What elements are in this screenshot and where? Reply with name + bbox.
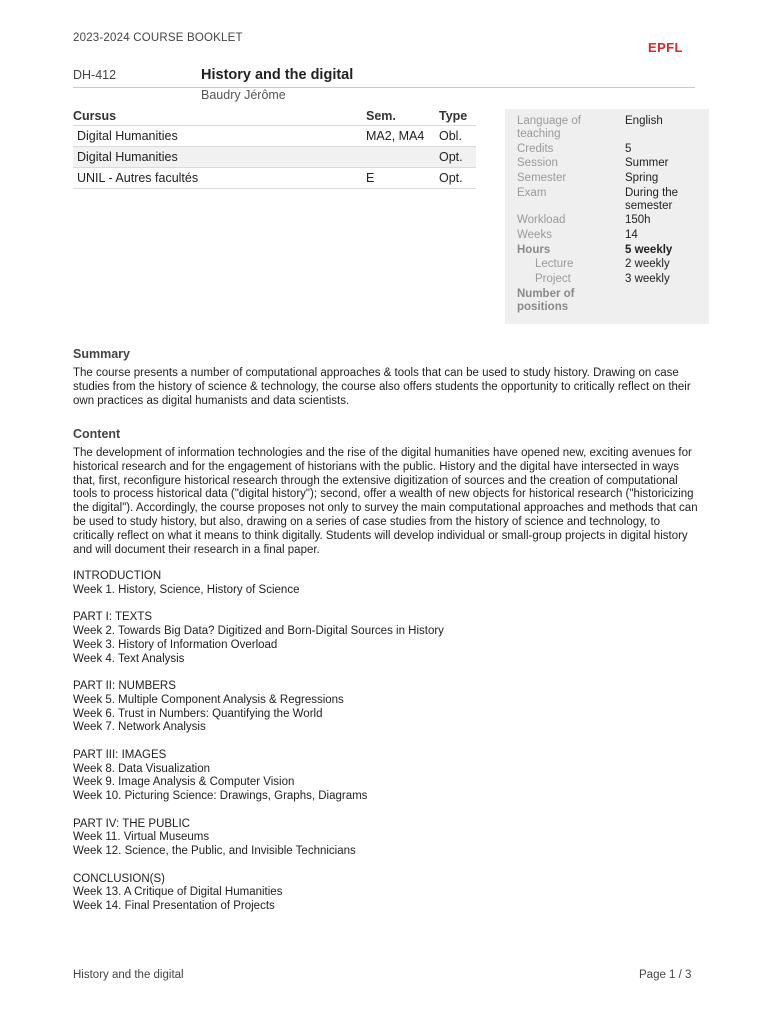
epfl-logo: EPFL [648,40,683,55]
info-label: Exam [517,187,547,199]
info-label: Number of positions [517,288,575,313]
teacher-name: Baudry Jérôme [201,88,286,102]
footer-course-title: History and the digital [73,969,184,981]
column-header-type: Type [439,109,468,123]
info-value: 14 [625,229,638,241]
outline-group [73,873,698,914]
outline-group-title: PART III: IMAGES [73,748,167,761]
summary-heading: Summary [73,347,130,361]
info-value: 5 [625,143,632,155]
outline-item: Week 4. Text Analysis [73,652,185,665]
info-label: Session [517,157,558,169]
info-value: English [625,115,663,127]
outline-group-title: PART I: TEXTS [73,611,153,624]
summary-text: The course presents a number of computational approaches & tools that can be used to study history. Drawing on case studies from the history of science & technology, the course also offers students the opportunity to critically reflect on their own practices as digital humanists and data scientists. [73,367,691,407]
outline-group [73,749,698,804]
info-label: Semester [517,172,567,184]
cursus-cell: UNIL - Autres facultés [73,168,366,189]
page-number: Page 1 / 3 [639,969,692,981]
cursus-table [73,107,476,189]
outline-item: Week 6. Trust in Numbers: Quantifying the World [73,707,323,720]
outline-item: Week 13. A Critique of Digital Humanities [73,886,283,899]
type-cell: Obl. [439,126,476,147]
outline-item: Week 10. Picturing Science: Drawings, Graphs, Diagrams [73,790,368,803]
info-label: Project [535,273,571,285]
outline-item: Week 14. Final Presentation of Projects [73,900,275,913]
outline-group [73,611,698,666]
content-text: The development of information technologies and the rise of the digital humanities have opened new, exciting avenues for historical research and for the engagement of historians with the public. History and the digital have intersected in ways that, first, reconfigure historical research through the extensive digitization of sources and the creation of computational tools to process historical data ("digital history"); second, offer a wealth of new objects for historical research ("historicizing the digital"). Accordingly, the course proposes not only to survey the main computational approaches and methods that can be used to study history, but also, drawing on a series of case studies from the history of science and technology, to critically reflect on what it means to think digitally. Students will develop individual or small-group projects in digital history and will document their research in a final paper. [73,447,698,556]
content-section [73,427,698,557]
info-value: Spring [625,172,659,184]
outline-group-title: CONCLUSION(S) [73,872,166,885]
info-label: Hours [517,244,551,256]
column-header-sem: Sem. [366,109,396,123]
outline-group [73,570,698,598]
info-label: Credits [517,143,554,155]
info-label: Lecture [535,258,574,270]
sem-cell: MA2, MA4 [366,126,439,147]
info-label: Weeks [517,229,552,241]
outline-item: Week 3. History of Information Overload [73,638,278,651]
outline-group-title: INTRODUCTION [73,570,162,582]
type-cell: Opt. [439,147,476,168]
column-header-cursus: Cursus [73,109,117,123]
table-row [73,147,476,168]
type-cell: Opt. [439,168,476,189]
table-row [73,168,476,189]
outline-item: Week 5. Multiple Component Analysis & Regressions [73,693,344,706]
outline-group-title: PART II: NUMBERS [73,679,176,692]
sem-cell [366,147,439,168]
outline-group [73,818,698,859]
table-header-row [73,107,476,126]
outline-item: Week 2. Towards Big Data? Digitized and Born-Digital Sources in History [73,624,444,637]
info-value: Summer [625,157,669,169]
outline-item: Week 8. Data Visualization [73,762,211,775]
booklet-title: 2023-2024 COURSE BOOKLET [73,32,243,44]
outline-item: Week 12. Science, the Public, and Invisible Technicians [73,845,356,858]
course-outline [73,570,698,928]
course-info-box [505,109,709,324]
info-label: Language of teaching [517,115,581,140]
outline-item: Week 7. Network Analysis [73,721,206,734]
sem-cell: E [366,168,439,189]
table-row [73,126,476,147]
cursus-cell: Digital Humanities [73,147,366,168]
info-value: 3 weekly [625,273,670,285]
course-code: DH-412 [73,68,117,82]
info-value: 150h [625,214,651,226]
cursus-cell: Digital Humanities [73,126,366,147]
info-value: During the semester [625,187,679,212]
course-title: History and the digital [201,67,354,83]
info-value: 5 weekly [625,244,673,256]
outline-group-title: PART IV: THE PUBLIC [73,817,190,830]
outline-item: Week 1. History, Science, History of Science [73,583,300,596]
content-heading: Content [73,427,121,441]
outline-group [73,680,698,735]
title-divider [73,87,695,88]
outline-item: Week 11. Virtual Museums [73,831,210,844]
summary-section [73,347,698,408]
info-label: Workload [517,214,566,226]
outline-item: Week 9. Image Analysis & Computer Vision [73,776,295,789]
info-value: 2 weekly [625,258,670,270]
